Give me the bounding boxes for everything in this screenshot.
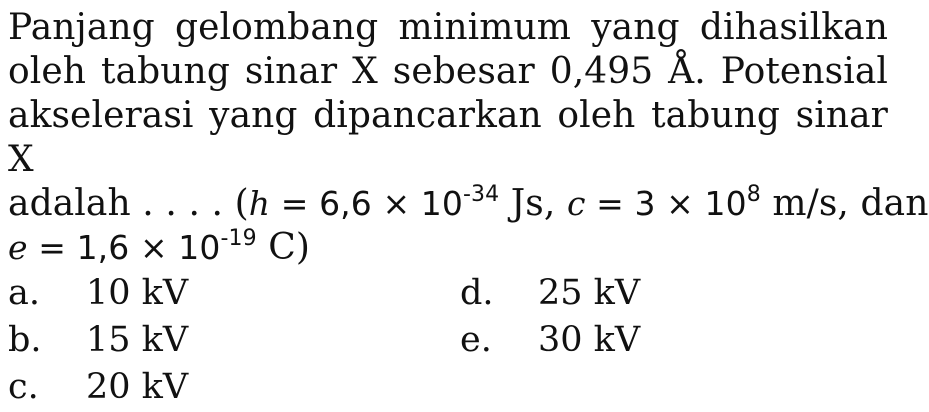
h-unit: Js,: [499, 183, 567, 224]
h-symbol: h: [248, 184, 271, 223]
option-e[interactable]: [460, 317, 640, 364]
e-exponent: -19: [220, 226, 257, 251]
c-unit: m/s, dan: [760, 183, 929, 224]
e-value: = 1,6 × 10: [27, 228, 221, 267]
option-a[interactable]: [8, 270, 188, 317]
planck-constant: [249, 184, 499, 223]
c-exponent: 8: [746, 182, 761, 207]
question-line-3: akselerasi yang dipancarkan oleh tabung sinar X: [8, 95, 888, 180]
question-line-2: oleh tabung sinar X sebesar 0,495 Å. Potensial: [8, 51, 888, 92]
option-letter: e.: [460, 320, 492, 360]
option-b[interactable]: [8, 317, 188, 364]
question-line-4: [8, 182, 929, 226]
h-exponent: -34: [462, 182, 500, 207]
e-unit: C): [256, 227, 311, 268]
option-value: 30 kV: [538, 320, 641, 360]
question-line-4-text: adalah . . . . (: [8, 183, 249, 224]
option-c[interactable]: [8, 364, 188, 411]
speed-of-light: [567, 184, 761, 223]
h-value: = 6,6 × 10: [270, 184, 463, 223]
option-value: 10 kV: [86, 273, 189, 313]
option-letter: c.: [8, 367, 39, 407]
question-line-1: Panjang gelombang minimum yang dihasilkan: [8, 7, 888, 48]
electron-charge: [8, 228, 257, 267]
option-letter: b.: [8, 320, 42, 360]
option-value: 15 kV: [86, 320, 189, 360]
option-d[interactable]: [460, 270, 640, 317]
option-letter: a.: [8, 273, 40, 313]
question-line-5: [8, 226, 888, 270]
e-symbol: e: [8, 228, 28, 267]
c-symbol: c: [566, 184, 586, 223]
option-letter: d.: [460, 273, 494, 313]
c-value: = 3 × 10: [585, 184, 747, 223]
option-value: 25 kV: [538, 273, 641, 313]
option-value: 20 kV: [86, 367, 189, 407]
question-text: [8, 6, 929, 270]
